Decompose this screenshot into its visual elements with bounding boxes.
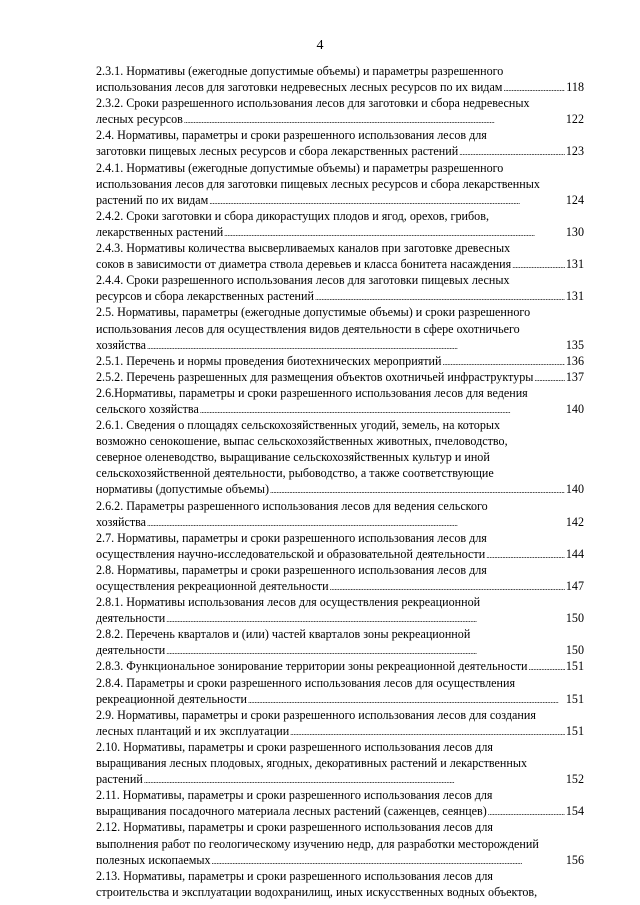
toc-entry-text: 2.8.1. Нормативы использования лесов для осуществления рекреационной	[96, 595, 481, 610]
toc-entry-text: 2.4.4. Сроки разрешенного использования лесов для заготовки пищевых лесных	[96, 273, 510, 288]
toc-entry-text: 2.4.2. Сроки заготовки и сбора дикорастущих плодов и ягод, орехов, грибов,	[96, 208, 489, 223]
toc-page-number: 150	[565, 611, 584, 626]
toc-entry[interactable]	[96, 63, 584, 95]
toc-entry-text: лекарственных растений	[96, 224, 224, 239]
toc-entry-text: хозяйства	[96, 514, 147, 529]
toc-entry[interactable]	[96, 417, 584, 497]
toc-entry[interactable]	[96, 369, 584, 385]
toc-page-number: 130	[565, 224, 584, 239]
toc-entry-text: сельского хозяйства	[96, 401, 199, 416]
toc-entry-text: соков в зависимости от диаметра ствола деревьев и класса бонитета насаждения	[96, 257, 512, 272]
dot-leader	[270, 481, 565, 499]
toc-page-number: 147	[565, 579, 584, 593]
toc-entry-text: рекреационной деятельности	[96, 691, 247, 706]
toc-entry-text: использования лесов для заготовки пищевых лесных ресурсов и сбора лекарственных	[96, 176, 540, 191]
toc-entry-text: растений	[96, 772, 143, 787]
toc-entry[interactable]	[96, 707, 584, 739]
toc-entry-text: деятельности	[96, 643, 166, 658]
toc-entry-text: полезных ископаемых	[96, 852, 211, 867]
toc-entry-text: 2.7. Нормативы, параметры и сроки разрешенного использования лесов для	[96, 530, 487, 545]
toc-entry-text: 2.10. Нормативы, параметры и сроки разрешенного использования лесов для	[96, 739, 493, 754]
dot-leader	[459, 143, 565, 161]
toc-entry-text: 2.8.4. Параметры и сроки разрешенного использования лесов для осуществления	[96, 675, 516, 690]
toc-entry-text: выращивания посадочного материала лесных растений (саженцев, сеянцев)	[96, 804, 487, 819]
toc-entry[interactable]	[96, 739, 584, 787]
toc-entry[interactable]	[96, 819, 584, 867]
dot-leader	[212, 852, 565, 870]
toc-entry-text: лесных ресурсов	[96, 112, 183, 127]
toc-entry-text: 2.5. Нормативы, параметры (ежегодные допустимые объемы) и сроки разрешенного	[96, 305, 531, 320]
toc-entry[interactable]	[96, 272, 584, 304]
toc-entry-text: растений по их видам	[96, 192, 209, 207]
toc-page-number: 142	[565, 514, 584, 529]
toc-page-number: 131	[565, 257, 584, 272]
toc-entry[interactable]	[96, 498, 584, 530]
toc-entry-text: 2.5.1. Перечень и нормы проведения биотехнических мероприятий	[96, 353, 442, 368]
toc-entry-text: строительства и эксплуатации водохранилищ, иных искусственных водных объектов,	[96, 884, 538, 899]
toc-entry[interactable]	[96, 160, 584, 208]
toc-entry-text: северное оленеводство, выращивание сельскохозяйственных культур и иной	[96, 450, 490, 465]
toc-entry-text: 2.4.1. Нормативы (ежегодные допустимые объемы) и параметры разрешенного	[96, 160, 504, 175]
toc-page-number: 136	[565, 353, 584, 368]
toc-entry-text: хозяйства	[96, 337, 147, 352]
toc-entry-text: использования лесов для осуществления видов деятельности в сфере охотничьего	[96, 321, 520, 336]
toc-page-number: 122	[565, 112, 584, 127]
toc-entry-text: нормативы (допустимые объемы)	[96, 482, 269, 497]
toc-entry-text: 2.5.2. Перечень разрешенных для размещения объектов охотничьей инфраструктуры	[96, 369, 534, 384]
toc-entry-text: 2.6.1. Сведения о площадях сельскохозяйственных угодий, земель, на которых	[96, 418, 501, 433]
toc-entry[interactable]	[96, 530, 584, 562]
toc-entry-text: 2.8.3. Функциональное зонирование территории зоны рекреационной деятельности	[96, 659, 528, 674]
toc-entry-text: сельскохозяйственной деятельности, рыбоводство, а также соответствующие	[96, 466, 494, 481]
toc-page-number: 154	[565, 804, 584, 819]
dot-leader	[488, 803, 565, 821]
toc-entry-text: 2.3.2. Сроки разрешенного использования лесов для заготовки и сбора недревесных	[96, 96, 530, 111]
toc-page-number: 140	[565, 401, 584, 416]
toc-entry[interactable]	[96, 594, 584, 626]
toc-entry-text: 2.11. Нормативы, параметры и сроки разрешенного использования лесов для	[96, 788, 493, 803]
toc-page-number: 135	[565, 337, 584, 352]
toc-entry-text: 2.13. Нормативы, параметры и сроки разрешенного использования лесов для	[96, 868, 493, 883]
dot-leader	[486, 546, 565, 564]
toc-page-number: 150	[565, 643, 584, 658]
toc-entry-text: деятельности	[96, 611, 166, 626]
page-number: 4	[316, 38, 324, 53]
toc-entry-text: возможно сенокошение, выпас сельскохозяйственных животных, пчеловодство,	[96, 434, 508, 449]
toc-entry[interactable]	[96, 127, 584, 159]
toc-page-number: 137	[565, 369, 584, 384]
toc-entry-text: 2.9. Нормативы, параметры и сроки разрешенного использования лесов для создания	[96, 707, 536, 722]
toc-entry[interactable]	[96, 304, 584, 352]
dot-leader	[512, 256, 565, 274]
dot-leader	[534, 369, 564, 387]
toc-entry-text: 2.6.Нормативы, параметры и сроки разрешенного использования лесов для ведения	[96, 385, 528, 400]
toc-entry-text: ресурсов и сбора лекарственных растений	[96, 289, 314, 304]
toc-entry[interactable]	[96, 95, 584, 127]
toc-page-number: 123	[565, 144, 584, 159]
toc-entry-text: использования лесов для заготовки недревесных лесных ресурсов по их видам	[96, 80, 503, 95]
toc-entry[interactable]	[96, 353, 584, 369]
toc-entry-text: 2.12. Нормативы, параметры и сроки разрешенного использования лесов для	[96, 820, 493, 835]
toc-page-number: 131	[565, 289, 584, 304]
toc-entry-text: осуществления рекреационной деятельности	[96, 579, 329, 593]
toc-entry[interactable]	[96, 240, 584, 272]
toc-page-number: 156	[565, 852, 584, 867]
toc-entry[interactable]	[96, 787, 584, 819]
toc-page-number: 151	[565, 723, 584, 738]
toc-page-number: 151	[565, 659, 584, 674]
toc-entry-text: осуществления научно-исследовательской и образовательной деятельности	[96, 546, 486, 561]
toc-page-number: 152	[565, 772, 584, 787]
toc-entry-text: 2.4.3. Нормативы количества высверливаемых каналов при заготовке древесных	[96, 241, 511, 256]
toc-entry[interactable]	[96, 675, 584, 707]
toc-entry[interactable]	[96, 658, 584, 674]
table-of-contents	[96, 63, 584, 900]
toc-entry-text: 2.6.2. Параметры разрешенного использования лесов для ведения сельского	[96, 498, 488, 513]
toc-page-number: 118	[566, 80, 584, 95]
dot-leader	[528, 658, 564, 676]
toc-entry[interactable]	[96, 626, 584, 658]
toc-page-number: 124	[565, 192, 584, 207]
toc-page-number: 144	[565, 546, 584, 561]
toc-entry-text: 2.8.2. Перечень кварталов и (или) частей кварталов зоны рекреационной	[96, 627, 471, 642]
toc-page-number: 151	[565, 691, 584, 706]
toc-entry-text: 2.3.1. Нормативы (ежегодные допустимые объемы) и параметры разрешенного	[96, 64, 504, 78]
toc-entry[interactable]	[96, 208, 584, 240]
toc-entry-text: лесных плантаций и их эксплуатации	[96, 723, 290, 738]
toc-entry-text: 2.4. Нормативы, параметры и сроки разрешенного использования лесов для	[96, 128, 487, 143]
toc-page-number: 140	[565, 482, 584, 497]
toc-entry-text: выращивания лесных плодовых, ягодных, декоративных растений и лекарственных	[96, 756, 528, 771]
toc-entry[interactable]	[96, 868, 584, 900]
toc-entry[interactable]	[96, 562, 584, 594]
toc-entry-text: заготовки пищевых лесных ресурсов и сбора лекарственных растений	[96, 144, 459, 159]
toc-entry-text: выполнения работ по геологическому изучению недр, для разработки месторождений	[96, 836, 539, 851]
toc-entry-text: 2.8. Нормативы, параметры и сроки разрешенного использования лесов для	[96, 562, 487, 577]
toc-entry[interactable]	[96, 385, 584, 417]
